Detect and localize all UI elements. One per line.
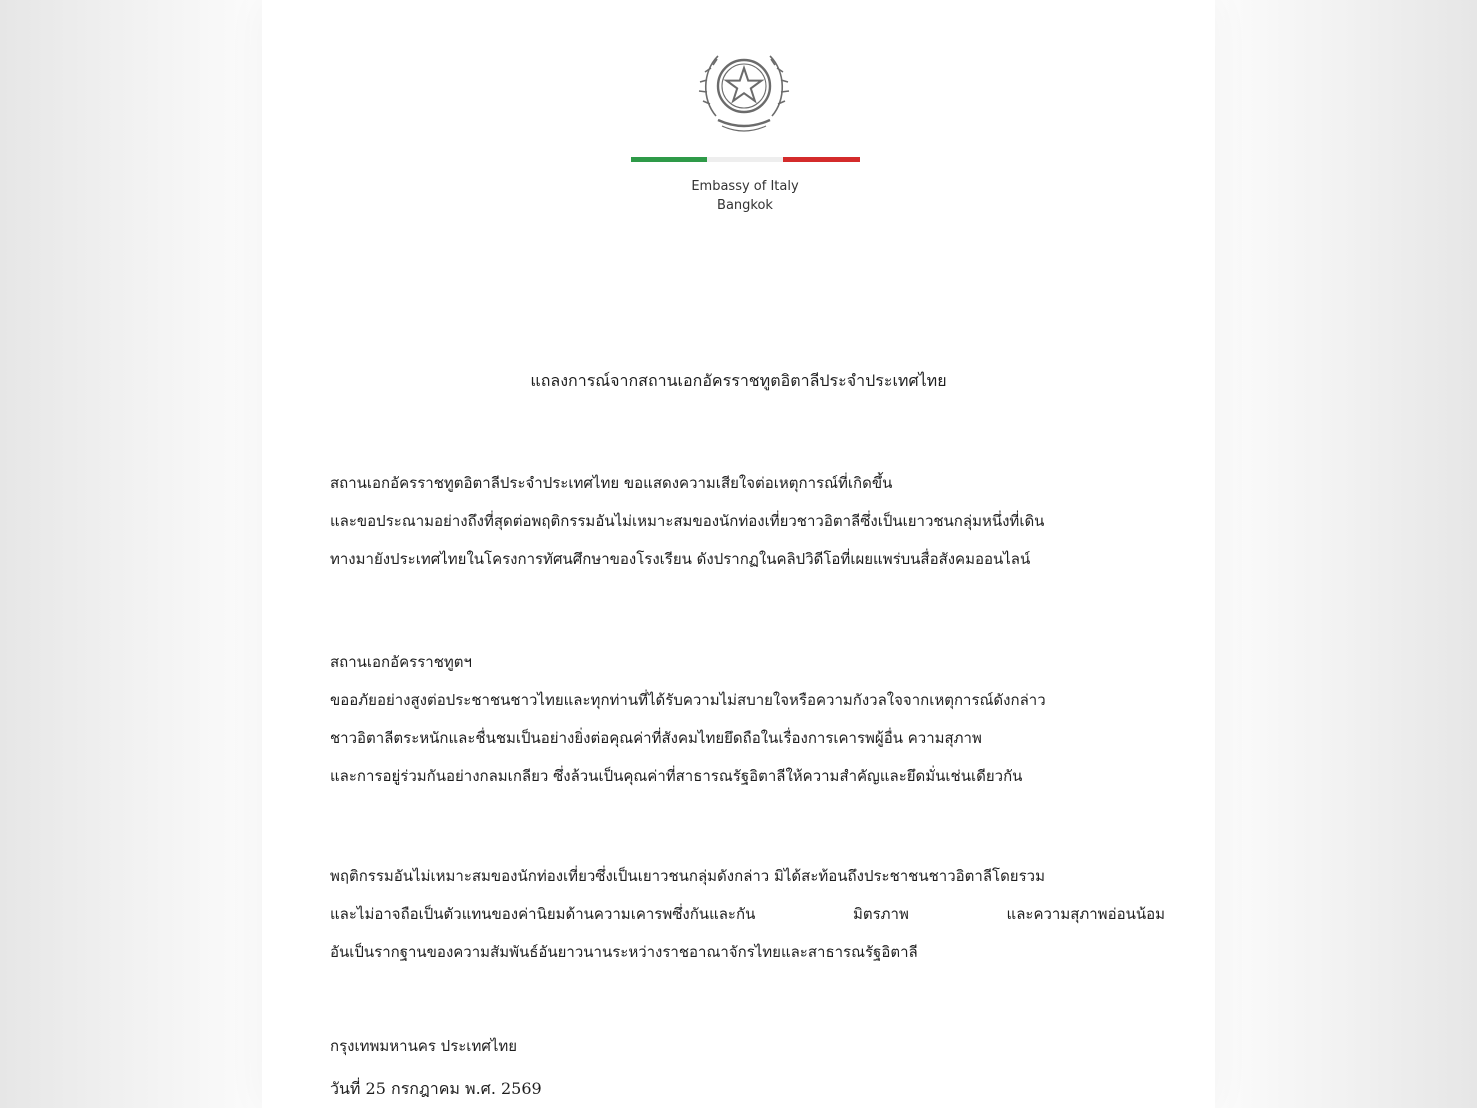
paragraph-line: พฤติกรรมอันไม่เหมาะสมของนักท่องเที่ยวซึ่งเป็นเยาวชนกลุ่มดังกล่าว มิได้สะท้อนถึงประชาชนชาวอิตาลีโดยรวม	[330, 867, 1045, 885]
flag-stripe-green	[631, 157, 707, 162]
paragraph-line: และขอประณามอย่างถึงที่สุดต่อพฤติกรรมอันไม่เหมาะสมของนักท่องเที่ยวชาวอิตาลีซึ่งเป็นเยาวชนกลุ่มหนึ่งที่เดิน	[330, 512, 1045, 530]
paragraph-3	[330, 860, 1165, 974]
paragraph-1	[330, 467, 1165, 581]
paragraph-2	[330, 646, 1165, 798]
flag-stripe-white	[707, 157, 783, 162]
embassy-name-line1: Embassy of Italy	[691, 179, 799, 194]
flag-stripe-red	[783, 157, 860, 162]
paragraph-line: ขออภัยอย่างสูงต่อประชาชนชาวไทยและทุกท่านที่ได้รับความไม่สบายใจหรือความกังวลใจจากเหตุการณ์ดังกล่าว	[330, 691, 1046, 709]
paragraph-line: ชาวอิตาลีตระหนักและชื่นชมเป็นอย่างยิ่งต่อคุณค่าที่สังคมไทยยึดถือในเรื่องการเคารพผู้อื่น ความสุภาพ	[330, 729, 982, 747]
embassy-name	[642, 177, 848, 215]
embassy-name-line2: Bangkok	[717, 198, 773, 213]
italian-republic-emblem-icon	[696, 38, 792, 142]
paragraph-line: สถานเอกอัครราชทูตอิตาลีประจำประเทศไทย ขอแสดงความเสียใจต่อเหตุการณ์ที่เกิดขึ้น	[330, 474, 893, 492]
letter-page	[262, 0, 1215, 1108]
paragraph-line: และการอยู่ร่วมกันอย่างกลมเกลียว ซึ่งล้วนเป็นคุณค่าที่สาธารณรัฐอิตาลีให้ความสำคัญและยึดมั่นเช่นเดียวกัน	[330, 767, 1023, 785]
paragraph-line: อันเป็นรากฐานของความสัมพันธ์อันยาวนานระหว่างราชอาณาจักรไทยและสาธารณรัฐอิตาลี	[330, 943, 918, 961]
statement-title: แถลงการณ์จากสถานเอกอัครราชทูตอิตาลีประจำประเทศไทย	[530, 371, 947, 390]
paragraph-line: ทางมายังประเทศไทยในโครงการทัศนศึกษาของโรงเรียน ดังปรากฏในคลิปวิดีโอที่เผยแพร่บนสื่อสังคมออนไลน์	[330, 550, 1031, 568]
issue-date: วันที่ 25 กรกฎาคม พ.ศ. 2569	[330, 1079, 542, 1098]
issue-place: กรุงเทพมหานคร ประเทศไทย	[330, 1037, 518, 1055]
paragraph-line: และไม่อาจถือเป็นตัวแทนของค่านิยมด้านความเคารพซึ่งกันและกัน มิตรภาพ และความสุภาพอ่อนน้อม	[330, 905, 1165, 923]
paragraph-line: สถานเอกอัครราชทูตฯ	[330, 653, 472, 671]
